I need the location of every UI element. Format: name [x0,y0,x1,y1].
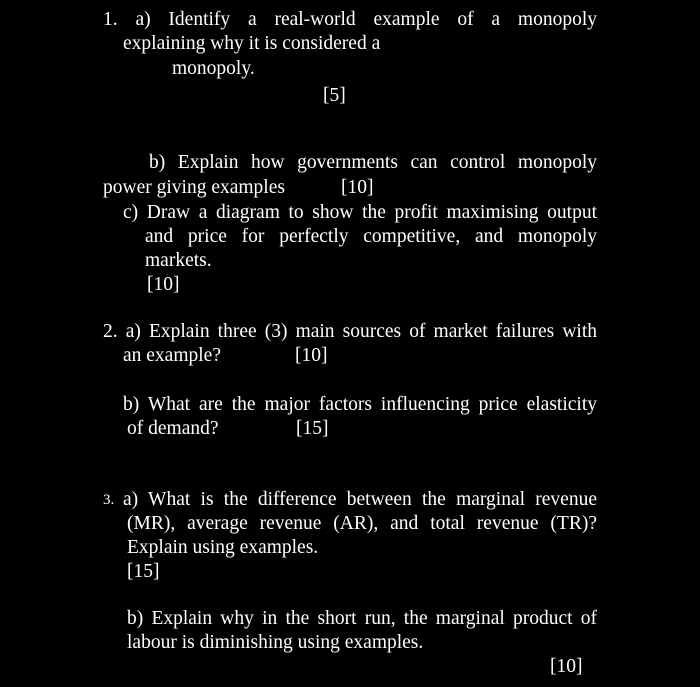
q1b-line-2: power giving examples [103,177,285,198]
q2a-line-1: 2. a) Explain three (3) main sources of market failures with [103,321,597,342]
q1a-line-3: monopoly. [172,58,255,79]
q1c-marks: [10] [147,274,180,295]
q3a-line-1: a) What is the difference between the marginal revenue [123,489,597,510]
q3b-line-1: b) Explain why in the short run, the marginal product of [127,608,597,629]
q1c-line-2: and price for perfectly competitive, and monopoly [145,226,597,247]
q1a-line-2: explaining why it is considered a [123,33,381,54]
q3a-line-2: (MR), average revenue (AR), and total revenue (TR)? [127,513,597,534]
q2b-marks: [15] [296,418,329,439]
q1b-line-1: b) Explain how governments can control monopoly [149,152,597,173]
q3a-line-3: Explain using examples. [127,537,319,558]
q1c-line-1: c) Draw a diagram to show the profit maximising output [123,202,597,223]
q2b-line-1: b) What are the major factors influencing price elasticity [123,394,597,415]
q1a-marks: [5] [323,85,346,106]
q2b-line-2: of demand? [127,418,219,439]
q1c-line-3: markets. [145,250,212,271]
q3-number: 3. [103,492,115,508]
q2a-marks: [10] [295,345,328,366]
q1a-line-1: 1. a) Identify a real-world example of a monopoly [103,9,597,30]
q1b-marks: [10] [341,177,374,198]
q3b-marks: [10] [550,656,583,677]
q2a-line-2: an example? [123,345,221,366]
q3b-line-2: labour is diminishing using examples. [127,632,424,653]
q3a-marks: [15] [127,561,160,582]
